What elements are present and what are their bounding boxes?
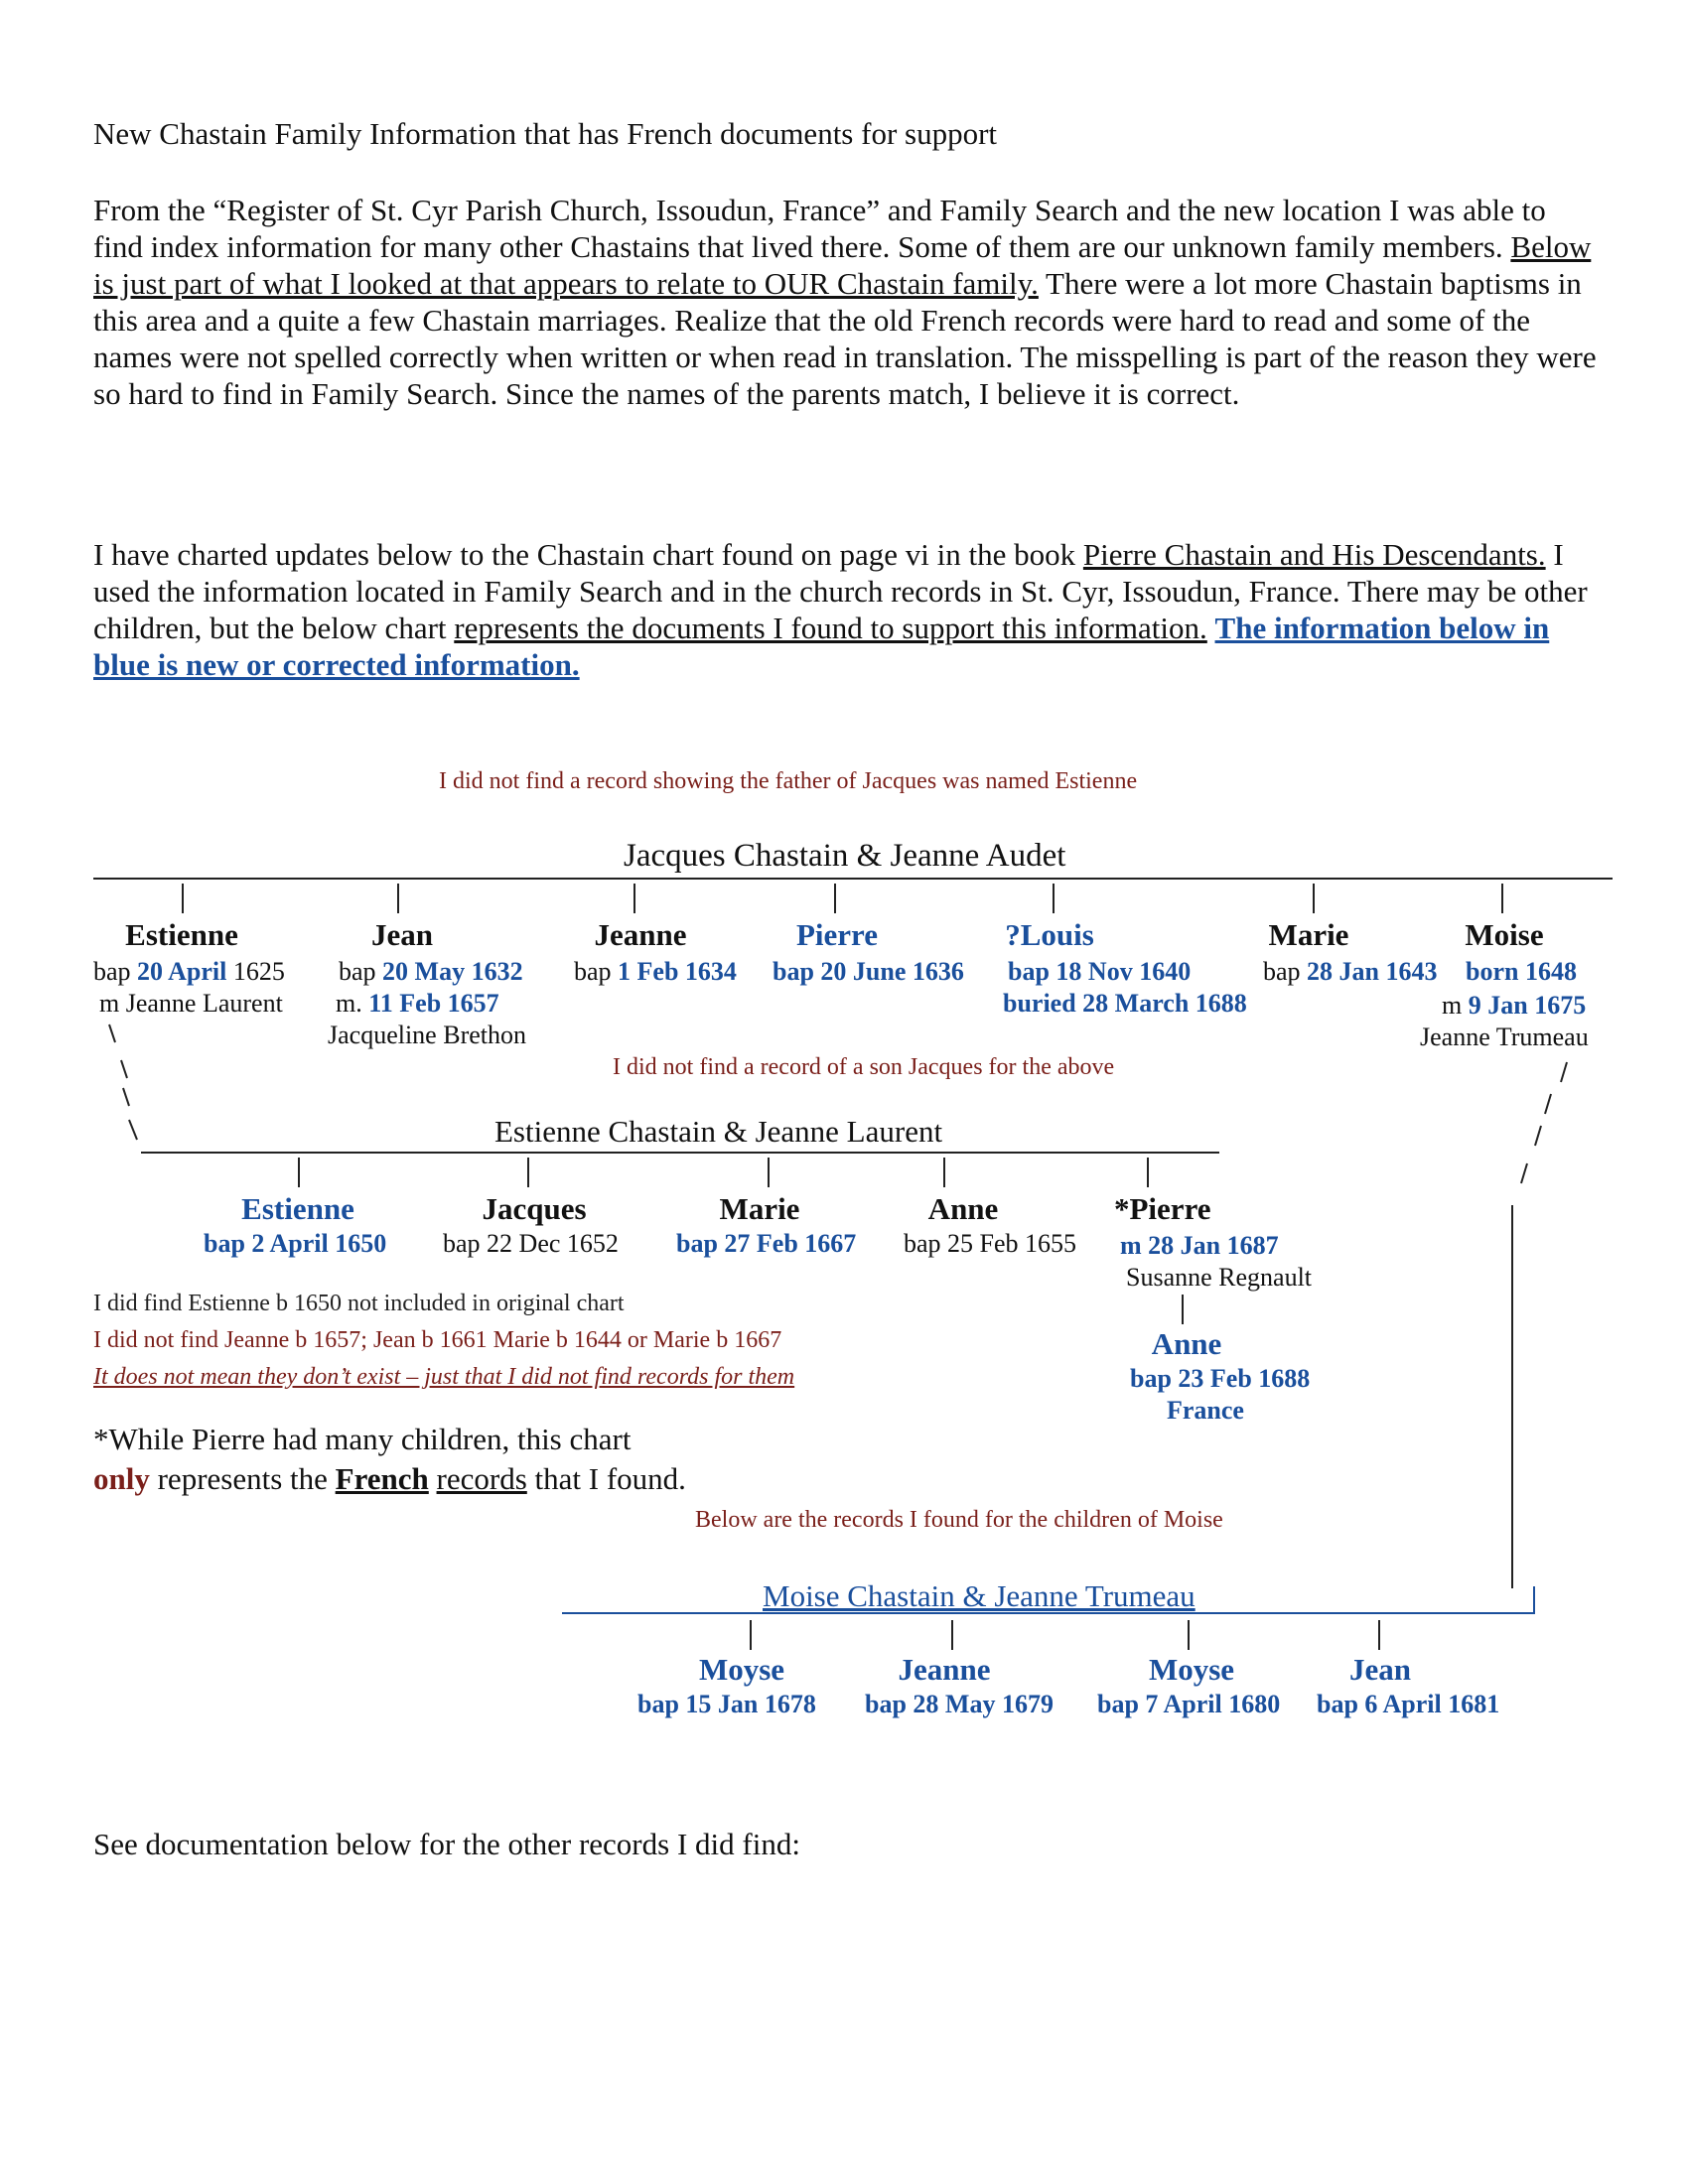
pierre-note-line2: [93, 1459, 686, 1499]
intro-paragraph: [93, 192, 1603, 412]
found-estienne-note: I did find Estienne b 1650 not included in original chart: [93, 1291, 625, 1316]
gen3-child-name: Moyse: [1148, 1652, 1235, 1687]
bap-prefix: bap: [1263, 957, 1308, 986]
book-title: Pierre Chastain and His Descendants.: [1082, 537, 1546, 572]
gen3-line: [562, 1612, 1535, 1614]
intro-text: From the “Register of St. Cyr Parish Church, Issoudun, France” and Family Search and the new location I was able to find index information for many other Chastains that lived there. Some of them are our unknown family members.: [93, 193, 1546, 264]
bap-prefix: bap: [574, 957, 619, 986]
pierre-note-line1: *While Pierre had many children, this chart: [93, 1422, 632, 1456]
gen1-child-born: born 1648: [1466, 957, 1577, 986]
gen3-child-bap: bap 15 Jan 1678: [637, 1690, 816, 1718]
gen2-child-marriage: m 28 Jan 1687: [1120, 1231, 1279, 1260]
grandchild-name: Anne: [1151, 1326, 1222, 1361]
moise-note: Below are the records I found for the children of Moise: [695, 1507, 1223, 1533]
gen3-child-bap: bap 28 May 1679: [865, 1690, 1054, 1718]
m-date: 9 Jan 1675: [1468, 991, 1587, 1020]
bap-date: 20 May 1632: [382, 957, 523, 986]
gen1-child-name: Jean: [371, 917, 433, 952]
gen3-child-name: Jean: [1349, 1652, 1411, 1687]
gen3-child-bap: bap 7 April 1680: [1097, 1690, 1281, 1718]
gen2-child-bap: bap 25 Feb 1655: [904, 1229, 1077, 1258]
bap-date: 28 Jan 1643: [1307, 957, 1438, 986]
gen1-child-name: Estienne: [125, 917, 238, 952]
blue-info-note: The information below in blue is new or corrected information.: [93, 611, 1550, 682]
gen2-child-bap: bap 27 Feb 1667: [676, 1229, 857, 1258]
gen2-grandchild-tick: [1182, 1295, 1184, 1324]
bap-year: 1625: [226, 957, 285, 986]
page-heading: New Chastain Family Information that has French documents for support: [93, 116, 998, 151]
m-prefix: m: [1442, 991, 1469, 1020]
gen2-couple: Estienne Chastain & Jeanne Laurent: [494, 1114, 943, 1149]
not-found-note: I did not find Jeanne b 1657; Jean b 1661 Marie b 1644 or Marie b 1667: [93, 1327, 782, 1353]
gen1-child-marriage: [336, 987, 499, 1020]
gen1-tick: [397, 884, 399, 913]
gen1-child-name: Moise: [1465, 917, 1544, 952]
spacer-text: [1207, 611, 1215, 645]
gen1-child-bap: bap 18 Nov 1640: [1008, 957, 1192, 986]
gen3-tick: [750, 1620, 752, 1650]
m-date: 11 Feb 1657: [368, 989, 499, 1018]
gen2-child-spouse: Susanne Regnault: [1126, 1263, 1313, 1292]
pierre-note-end: that I found.: [526, 1461, 686, 1496]
gen1-tick: [1501, 884, 1503, 913]
pierre-note: [93, 1420, 686, 1499]
gen2-tick: [527, 1158, 529, 1187]
gen1-child-bap: [574, 955, 737, 988]
gen2-child-name: Jacques: [482, 1191, 587, 1226]
gen2-child-name: Marie: [719, 1191, 800, 1226]
only-word: only: [93, 1461, 150, 1496]
bap-date: 1 Feb 1634: [618, 957, 737, 986]
gen1-child-name: Jeanne: [594, 917, 687, 952]
son-note: I did not find a record of a son Jacques for the above: [613, 1054, 1115, 1080]
gen3-couple: Moise Chastain & Jeanne Trumeau: [763, 1578, 1196, 1613]
gen1-child-bap: [93, 955, 285, 988]
gen1-child-buried: buried 28 March 1688: [1003, 989, 1247, 1018]
grandchild-place: France: [1167, 1396, 1244, 1425]
chart-underlined: represents the documents I found to support this information.: [454, 611, 1207, 645]
father-note: I did not find a record showing the father of Jacques was named Estienne: [439, 768, 1138, 794]
gen2-tick: [768, 1158, 770, 1187]
gen1-tick: [182, 884, 184, 913]
gen1-child-spouse: Jeanne Trumeau: [1420, 1023, 1589, 1051]
gen3-right-tick: [1533, 1586, 1535, 1612]
bap-prefix: bap: [93, 957, 138, 986]
m-prefix: m.: [336, 989, 369, 1018]
gen1-child-bap: bap 20 June 1636: [773, 957, 964, 986]
bap-prefix: bap: [339, 957, 383, 986]
gen1-child-bap: [1263, 955, 1438, 988]
gen3-tick: [951, 1620, 953, 1650]
chart-text-2: I used the information located in Family Search and in the church records in St. Cyr, Issoudun, France. There may be other children, but the below chart: [93, 537, 1588, 645]
chart-text-1: I have charted updates below to the Chastain chart found on page vi in the book: [93, 537, 1083, 572]
gen1-line: [93, 878, 1613, 880]
gen3-child-name: Jeanne: [898, 1652, 991, 1687]
gen1-tick: [1053, 884, 1055, 913]
disclaimer-note: It does not mean they don’t exist – just that I did not find records for them: [93, 1364, 795, 1390]
french-word: French: [335, 1461, 429, 1496]
pierre-note-mid: represents the: [149, 1461, 336, 1496]
chart-paragraph: [93, 536, 1603, 683]
gen1-child-name: Marie: [1268, 917, 1349, 952]
gen3-child-bap: bap 6 April 1681: [1317, 1690, 1500, 1718]
gen1-tick: [1313, 884, 1315, 913]
gen1-couple: Jacques Chastain & Jeanne Audet: [624, 838, 1066, 874]
gen3-child-name: Moyse: [698, 1652, 785, 1687]
gen2-child-bap: bap 22 Dec 1652: [443, 1229, 619, 1258]
gen2-child-name: Estienne: [241, 1191, 354, 1226]
gen1-child-marriage: m Jeanne Laurent: [99, 989, 283, 1018]
gen2-child-name: *Pierre: [1114, 1191, 1211, 1226]
gen3-tick: [1188, 1620, 1190, 1650]
intro-text-end: There were a lot more Chastain baptisms in this area and a quite a few Chastain marriages. Realize that the old French records were hard to read and some of the names were not spelled correctly when written or when read in translation. The misspelling is part of the reason they were so hard to find in Family Search. Since the names of the parents match, I believe it is correct.: [93, 266, 1597, 411]
gen2-child-bap: bap 2 April 1650: [204, 1229, 387, 1258]
gen1-child-spouse: Jacqueline Brethon: [328, 1021, 526, 1049]
gen2-tick: [1147, 1158, 1149, 1187]
gen2-child-name: Anne: [927, 1191, 999, 1226]
gen2-tick: [943, 1158, 945, 1187]
footer-text: See documentation below for the other records I did find:: [93, 1827, 800, 1861]
gen1-child-name: ?Louis: [1005, 917, 1094, 952]
gen1-child-bap: [339, 955, 523, 988]
gen2-tick: [298, 1158, 300, 1187]
records-word: records: [436, 1461, 527, 1496]
gen1-child-name: Pierre: [795, 917, 879, 952]
gen1-tick: [834, 884, 836, 913]
gen1-child-marriage: [1442, 989, 1586, 1022]
grandchild-bap: bap 23 Feb 1688: [1130, 1364, 1311, 1393]
gen2-line: [141, 1152, 1219, 1154]
intro-underlined: Below is just part of what I looked at that appears to relate to OUR Chastain family.: [93, 229, 1592, 301]
bap-date: 20 April: [137, 957, 227, 986]
gen1-tick: [633, 884, 635, 913]
gen3-tick: [1378, 1620, 1380, 1650]
